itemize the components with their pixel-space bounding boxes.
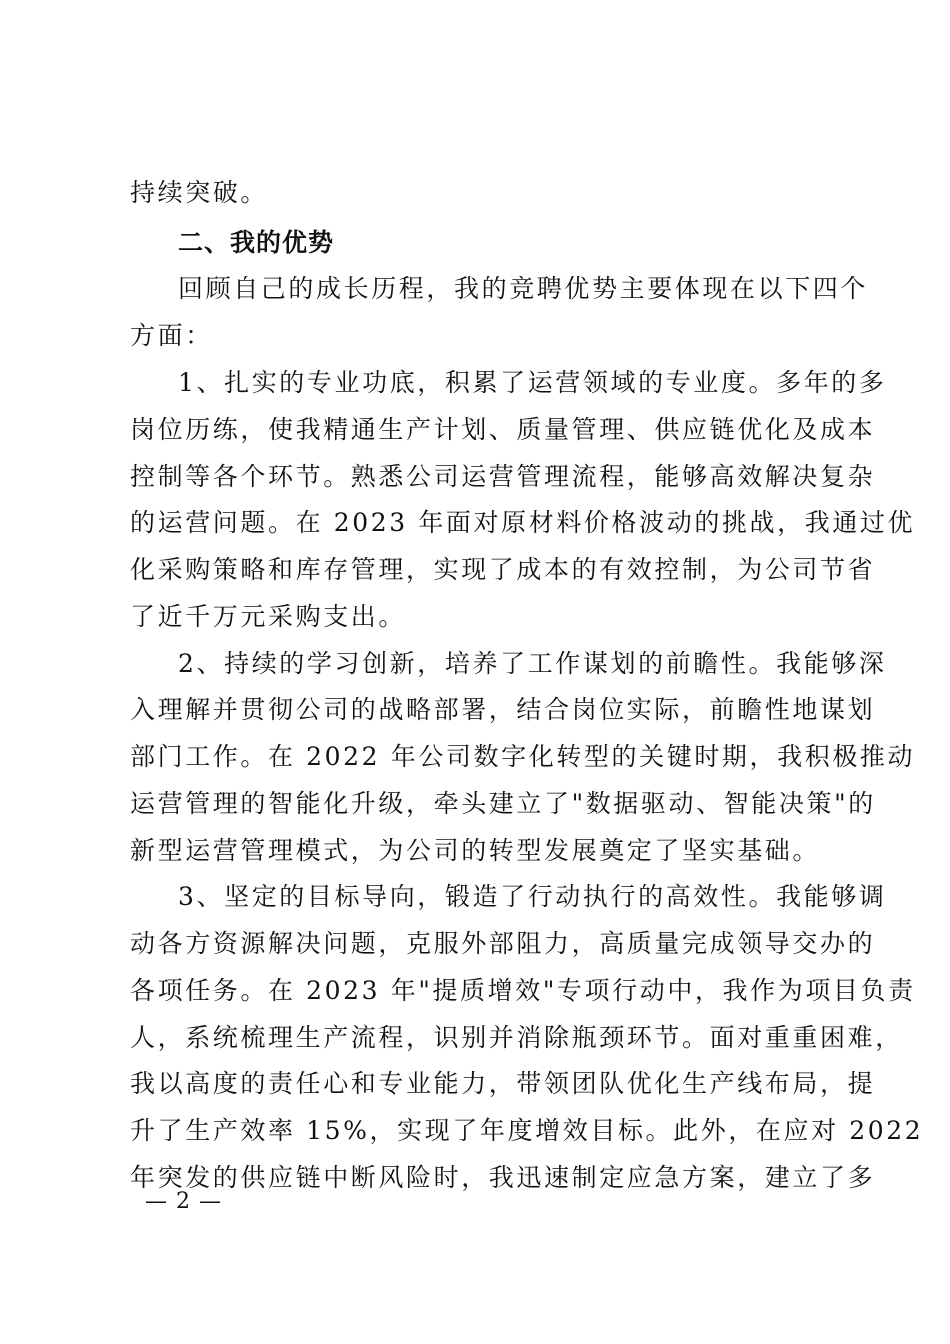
text-line: 新型运营管理模式，为公司的转型发展奠定了坚实基础。 bbox=[130, 836, 821, 865]
text-line: 方面： bbox=[130, 321, 213, 350]
text-line: 1、扎实的专业功底，积累了运营领域的专业度。多年的多 bbox=[178, 368, 887, 397]
text-line: 岗位历练，使我精通生产计划、质量管理、供应链优化及成本 bbox=[130, 415, 876, 444]
text-line: 控制等各个环节。熟悉公司运营管理流程，能够高效解决复杂 bbox=[130, 462, 876, 491]
text-line: 我以高度的责任心和专业能力，带领团队优化生产线布局，提 bbox=[130, 1069, 876, 1098]
text-line: 的运营问题。在 2023 年面对原材料价格波动的挑战，我通过优 bbox=[130, 508, 916, 537]
text-line: 了近千万元采购支出。 bbox=[130, 602, 407, 631]
text-line: 2、持续的学习创新，培养了工作谋划的前瞻性。我能够深 bbox=[178, 649, 887, 678]
text-line: 各项任务。在 2023 年"提质增效"专项行动中，我作为项目负责 bbox=[130, 976, 916, 1005]
text-line: 年突发的供应链中断风险时，我迅速制定应急方案，建立了多 bbox=[130, 1163, 876, 1192]
text-line: 回顾自己的成长历程，我的竞聘优势主要体现在以下四个 bbox=[178, 274, 869, 303]
section-heading: 二、我的优势 bbox=[178, 228, 335, 257]
text-line: 动各方资源解决问题，克服外部阻力，高质量完成领导交办的 bbox=[130, 929, 876, 958]
text-line: 持续突破。 bbox=[130, 178, 269, 207]
text-line: 化采购策略和库存管理，实现了成本的有效控制，为公司节省 bbox=[130, 555, 876, 584]
text-line: 人，系统梳理生产流程，识别并消除瓶颈环节。面对重重困难， bbox=[130, 1023, 903, 1052]
text-line: 升了生产效率 15%，实现了年度增效目标。此外，在应对 2022 bbox=[130, 1116, 924, 1145]
text-line: 部门工作。在 2022 年公司数字化转型的关键时期，我积极推动 bbox=[130, 742, 916, 771]
text-line: 运营管理的智能化升级，牵头建立了"数据驱动、智能决策"的 bbox=[130, 789, 876, 818]
page-number: — 2 — bbox=[145, 1189, 222, 1214]
text-line: 入理解并贯彻公司的战略部署，结合岗位实际，前瞻性地谋划 bbox=[130, 695, 876, 724]
text-line: 3、坚定的目标导向，锻造了行动执行的高效性。我能够调 bbox=[178, 882, 887, 911]
